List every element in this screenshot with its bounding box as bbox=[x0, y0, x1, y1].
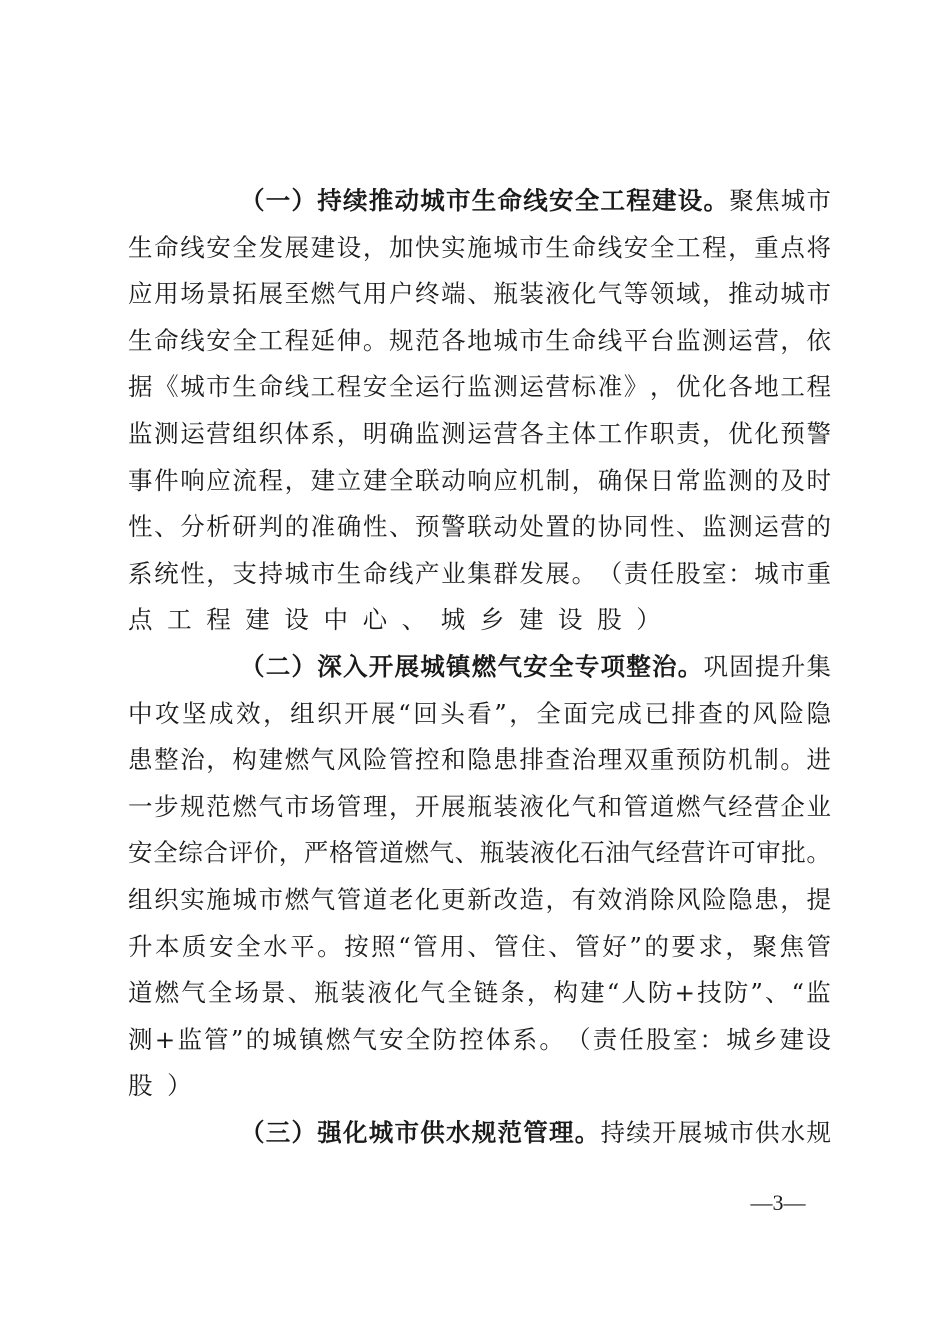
paragraph-line: 安 全 综 合 评 价 ， 严 格 管 道 燃 气 、 瓶 装 液 化 石 油 气 经 营 许 可 审 批 。 bbox=[128, 838, 831, 868]
paragraph-line: 测 + 监 管 ” 的 城 镇 燃 气 安 全 防 控 体 系 。 （ 责 任 股 室 ： 城 乡 建 设 bbox=[128, 1024, 831, 1054]
paragraph-first-line: （ 二 ） 深 入 开 展 城 镇 燃 气 安 全 专 项 整 治 。 巩 固 提 升 集 bbox=[240, 651, 831, 681]
paragraph-line: 一 步 规 范 燃 气 市 场 管 理 ， 开 展 瓶 装 液 化 气 和 管 道 燃 气 经 营 企 业 bbox=[128, 791, 831, 821]
paragraph-first-line: （ 一 ） 持 续 推 动 城 市 生 命 线 安 全 工 程 建 设 。 聚 焦 城 市 bbox=[240, 186, 831, 215]
paragraph-line: 中 攻 坚 成 效 ， 组 织 开 展 “ 回 头 看 ” ， 全 面 完 成 已 排 查 的 风 险 隐 bbox=[128, 698, 831, 728]
paragraph-line: 升 本 质 安 全 水 平 。 按 照 “ 管 用 、 管 住 、 管 好 ” 的 要 求 ， 聚 焦 管 bbox=[128, 931, 831, 961]
paragraph-line: 应 用 场 景 拓 展 至 燃 气 用 户 终 端 、 瓶 装 液 化 气 等 领 域 ， 推 动 城 市 bbox=[128, 279, 831, 309]
paragraph-line: 患 整 治 ， 构 建 燃 气 风 险 管 控 和 隐 患 排 查 治 理 双 重 预 防 机 制 。 进 bbox=[128, 745, 831, 775]
paragraph-line: 生 命 线 安 全 工 程 延 伸 。 规 范 各 地 城 市 生 命 线 平 台 监 测 运 营 ， 依 bbox=[128, 325, 831, 355]
paragraph-line: 股 ） bbox=[128, 1071, 192, 1101]
paragraph-line: 生 命 线 安 全 发 展 建 设 ， 加 快 实 施 城 市 生 命 线 安 全 工 程 ， 重 点 将 bbox=[128, 232, 831, 262]
paragraph-line: 点 工 程 建 设 中 心 、 城 乡 建 设 股 ） bbox=[128, 605, 661, 635]
paragraph-line: 事 件 响 应 流 程 ， 建 立 建 全 联 动 响 应 机 制 ， 确 保 日 常 监 测 的 及 时 bbox=[128, 465, 831, 495]
paragraph-line: 系 统 性 ， 支 持 城 市 生 命 线 产 业 集 群 发 展 。 （ 责 任 股 室 ： 城 市 重 bbox=[128, 558, 831, 588]
paragraph-line: 监 测 运 营 组 织 体 系 ， 明 确 监 测 运 营 各 主 体 工 作 职 责 ， 优 化 预 警 bbox=[128, 418, 831, 448]
paragraph-line: 组 织 实 施 城 市 燃 气 管 道 老 化 更 新 改 造 ， 有 效 消 除 风 险 隐 患 ， 提 bbox=[128, 884, 831, 914]
paragraph-first-line: （ 三 ） 强 化 城 市 供 水 规 范 管 理 。 持 续 开 展 城 市 供 水 规 bbox=[240, 1117, 831, 1147]
paragraph-line: 道 燃 气 全 场 景 、 瓶 装 液 化 气 全 链 条 ， 构 建 “ 人 防 + 技 防 ” 、 “ 监 bbox=[128, 978, 831, 1008]
page-number: —3— bbox=[750, 1190, 806, 1215]
paragraph-line: 据 《 城 市 生 命 线 工 程 安 全 运 行 监 测 运 营 标 准 》 ， 优 化 各 地 工 程 bbox=[128, 372, 831, 402]
document-body bbox=[128, 178, 831, 1156]
paragraph-line: 性 、 分 析 研 判 的 准 确 性 、 预 警 联 动 处 置 的 协 同 性 、 监 测 运 营 的 bbox=[128, 512, 831, 542]
